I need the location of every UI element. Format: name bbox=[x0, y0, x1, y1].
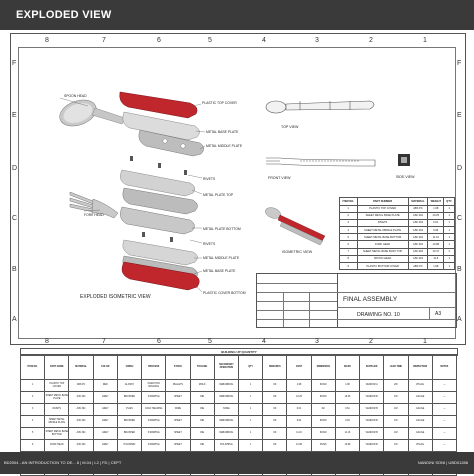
bom-cell: 5 bbox=[340, 234, 358, 241]
quantity-cell: VENDOR B bbox=[360, 404, 384, 416]
quantity-cell: 10.25 bbox=[287, 392, 311, 404]
quantity-cell: SHEET METAL BASE BOTTOM bbox=[45, 428, 69, 440]
quantity-cell: 1 bbox=[238, 440, 262, 452]
column-number: 7 bbox=[102, 37, 106, 44]
quantity-cell: 1 bbox=[238, 404, 262, 416]
quantity-cell: 1.98 bbox=[335, 380, 359, 392]
quantity-cell: GAUGE bbox=[408, 404, 432, 416]
quantity-cell: VENDOR B bbox=[360, 392, 384, 404]
quantity-cell: STAMPING bbox=[142, 428, 166, 440]
bom-cell: PLASTIC TOP COVER bbox=[357, 205, 408, 212]
column-number: 4 bbox=[262, 37, 266, 44]
bom-cell: 1.98 bbox=[428, 205, 444, 212]
quantity-cell: FORK HEAD bbox=[45, 440, 69, 452]
caption-side-view: SIDE VIEW bbox=[396, 175, 415, 179]
callout-rivets: RIVETS bbox=[203, 177, 216, 181]
quantity-cell: 0.61 bbox=[335, 404, 359, 416]
bom-row bbox=[340, 205, 455, 212]
bom-cell: SPOON HEAD bbox=[357, 255, 408, 262]
caption-front-view: FRONT VIEW bbox=[268, 176, 291, 180]
callout-fork-head: FORK HEAD bbox=[84, 213, 104, 217]
quantity-cell: WIRE bbox=[166, 404, 190, 416]
quantity-cell: VENDOR A bbox=[360, 380, 384, 392]
quantity-cell: — bbox=[432, 392, 456, 404]
quantity-cell: 10.98 bbox=[287, 440, 311, 452]
bom-cell: 4 bbox=[340, 227, 358, 234]
quantity-cell: SHEET bbox=[166, 416, 190, 428]
quantity-header-row bbox=[21, 355, 457, 380]
bom-header-cell: MATERIAL bbox=[408, 198, 428, 206]
quantity-cell: 11.16 bbox=[335, 428, 359, 440]
quantity-row bbox=[21, 404, 457, 416]
quantity-cell: — bbox=[432, 380, 456, 392]
quantity-header-cell: MATERIAL bbox=[69, 355, 93, 380]
column-number: 7 bbox=[102, 338, 106, 345]
bom-cell: 11.5 bbox=[428, 255, 444, 262]
column-number: 3 bbox=[315, 338, 319, 345]
quantity-cell: VENDOR B bbox=[360, 440, 384, 452]
quantity-cell: GLOSSY bbox=[117, 380, 141, 392]
quantity-cell: D2 bbox=[311, 404, 335, 416]
bom-header-cell: QTY. bbox=[444, 198, 455, 206]
quantity-row bbox=[21, 416, 457, 428]
bom-cell: 7 bbox=[340, 248, 358, 255]
column-number: 1 bbox=[423, 338, 427, 345]
column-number: 3 bbox=[315, 37, 319, 44]
quantity-cell: OK bbox=[263, 392, 287, 404]
quantity-header-cell: PART NAME bbox=[45, 355, 69, 380]
footer-course: BD2004 - AN INTRODUCTION TO DE... 8 | M.04 | L2 | FD | CEPT bbox=[4, 460, 122, 465]
quantity-cell: 0.61 bbox=[287, 404, 311, 416]
quantity-cell: SHEET bbox=[166, 440, 190, 452]
quantity-header-cell: SUPPLIER bbox=[360, 355, 384, 380]
column-number: 4 bbox=[262, 338, 266, 345]
quantity-cell: 1.98 bbox=[287, 380, 311, 392]
quantity-cell: AISI 304 bbox=[69, 404, 93, 416]
bom-cell: 9 bbox=[340, 263, 358, 270]
quantity-header-cell: REMARKS bbox=[263, 355, 287, 380]
quantity-cell: AISI 304 bbox=[69, 416, 93, 428]
title-block-logo bbox=[337, 274, 456, 293]
quantity-cell: 1W bbox=[384, 404, 408, 416]
bom-row bbox=[340, 248, 455, 255]
bom-cell: SHEET METAL BASE BODY TOP bbox=[357, 248, 408, 255]
bom-cell: 1 bbox=[444, 212, 455, 219]
quantity-row bbox=[21, 380, 457, 392]
column-number: 8 bbox=[45, 37, 49, 44]
row-letter: F bbox=[12, 60, 17, 67]
quantity-cell: SHEET METAL BASE PLATE bbox=[45, 392, 69, 404]
quantity-cell: BRUSHED bbox=[117, 428, 141, 440]
quantity-cell: STAMPING bbox=[142, 416, 166, 428]
bom-cell: AISI 304 bbox=[408, 248, 428, 255]
quantity-header-cell: FINISH bbox=[117, 355, 141, 380]
bom-cell: SHEET METAL BASE PLATE bbox=[357, 212, 408, 219]
caption-exploded-isometric: EXPLODED ISOMETRIC VIEW bbox=[80, 294, 151, 300]
quantity-cell: GAUGE bbox=[408, 428, 432, 440]
column-number: 6 bbox=[157, 37, 161, 44]
bom-cell: FORK HEAD bbox=[357, 241, 408, 248]
callout-metal-plate-top: METAL PLATE TOP bbox=[203, 193, 234, 197]
quantity-cell: 5 bbox=[21, 428, 45, 440]
drawing-number: DRAWING NO. 10 bbox=[357, 312, 400, 318]
column-number: 2 bbox=[369, 37, 373, 44]
quantity-cell: 60X20 bbox=[311, 392, 335, 404]
quantity-cell: POLISHING bbox=[214, 440, 238, 452]
caption-isometric-view: ISOMETRIC VIEW bbox=[282, 250, 313, 254]
quantity-row bbox=[21, 440, 457, 452]
bom-cell: AISI 304 bbox=[408, 241, 428, 248]
quantity-cell: GREY bbox=[93, 416, 117, 428]
row-letter: B bbox=[457, 266, 462, 273]
bom-cell: 1 bbox=[444, 234, 455, 241]
quantity-cell: 1 bbox=[238, 392, 262, 404]
column-number: 8 bbox=[45, 338, 49, 345]
callout-plastic-cover-bottom: PLASTIC COVER BOTTOM bbox=[203, 291, 246, 295]
quantity-cell: POLISHED bbox=[117, 440, 141, 452]
rivets-part bbox=[130, 156, 187, 175]
bom-cell: 1 bbox=[444, 255, 455, 262]
quantity-cell: RIVETS bbox=[45, 404, 69, 416]
callout-spoon-head: SPOON HEAD bbox=[64, 94, 87, 98]
front-view-drawing bbox=[266, 158, 375, 166]
bom-row bbox=[340, 241, 455, 248]
quantity-cell: 10.25 bbox=[335, 392, 359, 404]
quantity-cell: 1W bbox=[384, 392, 408, 404]
row-letter: C bbox=[457, 215, 463, 222]
quantity-cell: SHEET bbox=[166, 392, 190, 404]
quantity-cell: 1 bbox=[238, 428, 262, 440]
bom-cell: 10.25 bbox=[428, 212, 444, 219]
quantity-cell: DIE bbox=[190, 404, 214, 416]
quantity-cell: SHEET bbox=[166, 428, 190, 440]
quantity-cell: DEBURRING bbox=[214, 380, 238, 392]
bom-cell: 8 bbox=[340, 255, 358, 262]
quantity-cell: GAUGE bbox=[408, 392, 432, 404]
quantity-cell: — bbox=[432, 440, 456, 452]
footer-author: NANDINI SONI | UBD01288 bbox=[417, 460, 468, 465]
quantity-cell: 1 bbox=[238, 380, 262, 392]
quantity-cell: 9.94 bbox=[287, 416, 311, 428]
bom-cell: 1 bbox=[444, 219, 455, 226]
callout-plastic-top-cover: PLASTIC TOP COVER bbox=[202, 101, 237, 105]
side-view-drawing bbox=[398, 154, 410, 166]
bom-header-cell: PART NUMBER bbox=[357, 198, 408, 206]
quantity-cell: 1 bbox=[238, 416, 262, 428]
rivets-bottom-part bbox=[142, 232, 173, 242]
column-number: 6 bbox=[157, 338, 161, 345]
quantity-cell: 6 bbox=[21, 440, 45, 452]
quantity-cell: GREY bbox=[93, 404, 117, 416]
callout-metal-plate-bottom: METAL PLATE BOTTOM bbox=[203, 227, 241, 231]
bom-cell: 1 bbox=[444, 241, 455, 248]
quantity-cell: 60X20 bbox=[311, 428, 335, 440]
quantity-cell: DIE bbox=[190, 428, 214, 440]
quantity-cell: OK bbox=[263, 416, 287, 428]
page-title: EXPLODED VIEW bbox=[16, 9, 112, 21]
quantity-cell: RED bbox=[93, 380, 117, 392]
drawing-title: FINAL ASSEMBLY bbox=[343, 296, 398, 303]
quantity-cell: ABS PC bbox=[69, 380, 93, 392]
title-block bbox=[256, 273, 457, 328]
quantity-cell: DEBURRING bbox=[214, 392, 238, 404]
callout-metal-middle-plate: METAL MIDDLE PLATE bbox=[206, 144, 243, 148]
quantity-cell: BRUSHED bbox=[117, 416, 141, 428]
quantity-cell: DEBURRING bbox=[214, 428, 238, 440]
quantity-header-cell: MASS bbox=[335, 355, 359, 380]
bom-row bbox=[340, 219, 455, 226]
quantity-cell: 1W bbox=[384, 440, 408, 452]
row-letter: D bbox=[12, 165, 18, 172]
quantity-cell: 11.16 bbox=[287, 428, 311, 440]
bom-cell: SHEET METAL BASE BOTTOM bbox=[357, 234, 408, 241]
sheet-size: A3 bbox=[435, 311, 442, 317]
bom-cell: ABS PC bbox=[408, 263, 428, 270]
quantity-cell: 10.98 bbox=[335, 440, 359, 452]
quantity-cell: GAUGE bbox=[408, 416, 432, 428]
column-number: 1 bbox=[423, 37, 427, 44]
quantity-header-cell: STOCK bbox=[166, 355, 190, 380]
quantity-cell: 2 bbox=[21, 392, 45, 404]
quantity-cell: VENDOR B bbox=[360, 416, 384, 428]
bom-cell: AISI 304 bbox=[408, 234, 428, 241]
quantity-cell: VISUAL bbox=[408, 440, 432, 452]
bom-row bbox=[340, 255, 455, 262]
quantity-cell: VISUAL bbox=[408, 380, 432, 392]
bom-cell: SHEET METAL MIDDLE PLATE bbox=[357, 227, 408, 234]
quantity-cell: STAMPING bbox=[142, 392, 166, 404]
quantity-header-cell: LEAD TIME bbox=[384, 355, 408, 380]
quantity-cell: 60X20 bbox=[311, 416, 335, 428]
quantity-cell: GREY bbox=[93, 392, 117, 404]
quantity-cell: AISI 304 bbox=[69, 428, 93, 440]
bom-header-row bbox=[340, 198, 455, 206]
bom-cell: 11.16 bbox=[428, 234, 444, 241]
quantity-cell: PLAIN bbox=[117, 404, 141, 416]
callout-rivets-2: RIVETS bbox=[203, 242, 216, 246]
bom-row bbox=[340, 212, 455, 219]
callout-metal-middle-plate-2: METAL MIDDLE PLATE bbox=[203, 256, 240, 260]
title-block-fields bbox=[257, 274, 338, 327]
quantity-cell: OK bbox=[263, 380, 287, 392]
quantity-cell: — bbox=[432, 416, 456, 428]
isometric-view-drawing bbox=[264, 206, 325, 245]
bom-cell: ABS PC bbox=[408, 205, 428, 212]
spoon-head-part bbox=[56, 95, 125, 131]
bom-cell: RIVETS bbox=[357, 219, 408, 226]
quantity-cell: 4 bbox=[21, 416, 45, 428]
bom-cell: 1 bbox=[444, 227, 455, 234]
quantity-cell: COLD HEADING bbox=[142, 404, 166, 416]
quantity-cell: NONE bbox=[214, 404, 238, 416]
bom-row bbox=[340, 227, 455, 234]
quantity-header-cell: DIMENSION bbox=[311, 355, 335, 380]
bom-row bbox=[340, 263, 455, 270]
row-letter: F bbox=[457, 60, 462, 67]
bom-cell: AISI 304 bbox=[408, 212, 428, 219]
quantity-cell: AISI 304 bbox=[69, 440, 93, 452]
quantity-header-cell: SECONDARY OPERATION bbox=[214, 355, 238, 380]
quantity-cell: PLASTIC TOP COVER bbox=[45, 380, 69, 392]
quantity-cell: DIE bbox=[190, 440, 214, 452]
bom-row bbox=[340, 234, 455, 241]
row-letter: E bbox=[12, 112, 17, 119]
quantity-row bbox=[21, 428, 457, 440]
quantity-cell: 9.94 bbox=[335, 416, 359, 428]
quantity-cell: 3 bbox=[21, 404, 45, 416]
quantity-header-cell: NOTES bbox=[432, 355, 456, 380]
quantity-cell: 1W bbox=[384, 428, 408, 440]
quantity-row bbox=[21, 392, 457, 404]
quantity-cell: 1W bbox=[384, 416, 408, 428]
bom-cell: 1 bbox=[444, 205, 455, 212]
quantity-cell: MOLD bbox=[190, 380, 214, 392]
callout-metal-base-plate: METAL BASE PLATE bbox=[206, 130, 239, 134]
quantity-header-cell: PROCESS bbox=[142, 355, 166, 380]
bom-cell: 1 bbox=[444, 248, 455, 255]
top-view-drawing bbox=[266, 101, 374, 113]
column-number: 5 bbox=[208, 37, 212, 44]
bom-cell: 1.98 bbox=[428, 263, 444, 270]
quantity-cell: 45X20 bbox=[311, 440, 335, 452]
quantity-cell: PELLETS bbox=[166, 380, 190, 392]
bom-cell: AISI 304 bbox=[408, 255, 428, 262]
quantity-cell: 2W bbox=[384, 380, 408, 392]
quantity-cell: GREY bbox=[93, 440, 117, 452]
quantity-cell: STAMPING bbox=[142, 440, 166, 452]
bom-cell: 9.94 bbox=[428, 227, 444, 234]
quantity-header-cell: COST bbox=[287, 355, 311, 380]
caption-top-view: TOP VIEW bbox=[281, 125, 299, 129]
quantity-cell: SHEET METAL MIDDLE PLATE bbox=[45, 416, 69, 428]
quantity-cell: 60X20 bbox=[311, 380, 335, 392]
quantity-cell: BRUSHED bbox=[117, 392, 141, 404]
quantity-table-title: BUILDING UP QUANTITY bbox=[20, 348, 458, 356]
quantity-cell: GREY bbox=[93, 428, 117, 440]
bom-cell: AISI 304 bbox=[408, 227, 428, 234]
bom-header-cell: ITEM NO. bbox=[340, 198, 358, 206]
row-letter: D bbox=[457, 165, 463, 172]
quantity-cell: VENDOR B bbox=[360, 428, 384, 440]
row-letter: A bbox=[457, 316, 462, 323]
row-letter: E bbox=[457, 112, 462, 119]
quantity-header-cell: ITEM NO. bbox=[21, 355, 45, 380]
bom-cell: 1 bbox=[340, 205, 358, 212]
bom-cell: 0.61 bbox=[428, 219, 444, 226]
footer-bar bbox=[0, 452, 474, 474]
quantity-cell: INJECTION MOLDING bbox=[142, 380, 166, 392]
bom-table bbox=[339, 197, 455, 270]
column-number: 5 bbox=[208, 338, 212, 345]
quantity-header-cell: QTY bbox=[238, 355, 262, 380]
quantity-header-cell: INSPECTION bbox=[408, 355, 432, 380]
bom-cell: 6 bbox=[340, 241, 358, 248]
quantity-cell: OK bbox=[263, 404, 287, 416]
quantity-cell: — bbox=[432, 404, 456, 416]
row-letter: B bbox=[12, 266, 17, 273]
quantity-cell: OK bbox=[263, 440, 287, 452]
callout-metal-base-plate-2: METAL BASE PLATE bbox=[203, 269, 236, 273]
quantity-cell: — bbox=[432, 428, 456, 440]
bom-cell: 3 bbox=[340, 219, 358, 226]
bom-cell: 13.47 bbox=[428, 248, 444, 255]
quantity-header-cell: TOOLING bbox=[190, 355, 214, 380]
bom-cell: PLASTIC BOTTOM COVER bbox=[357, 263, 408, 270]
quantity-cell: OK bbox=[263, 428, 287, 440]
column-number: 2 bbox=[369, 338, 373, 345]
bom-cell: 2 bbox=[340, 212, 358, 219]
quantity-cell: DEBURRING bbox=[214, 416, 238, 428]
bom-cell: AISI 304 bbox=[408, 219, 428, 226]
quantity-cell: DIE bbox=[190, 416, 214, 428]
quantity-header-cell: COLOR bbox=[93, 355, 117, 380]
row-letter: A bbox=[12, 316, 17, 323]
quantity-cell: AISI 304 bbox=[69, 392, 93, 404]
quantity-cell: DIE bbox=[190, 392, 214, 404]
bom-cell: 10.98 bbox=[428, 241, 444, 248]
bom-header-cell: WEIGHT bbox=[428, 198, 444, 206]
row-letter: C bbox=[12, 215, 18, 222]
quantity-cell: 1 bbox=[21, 380, 45, 392]
bom-cell: 1 bbox=[444, 263, 455, 270]
